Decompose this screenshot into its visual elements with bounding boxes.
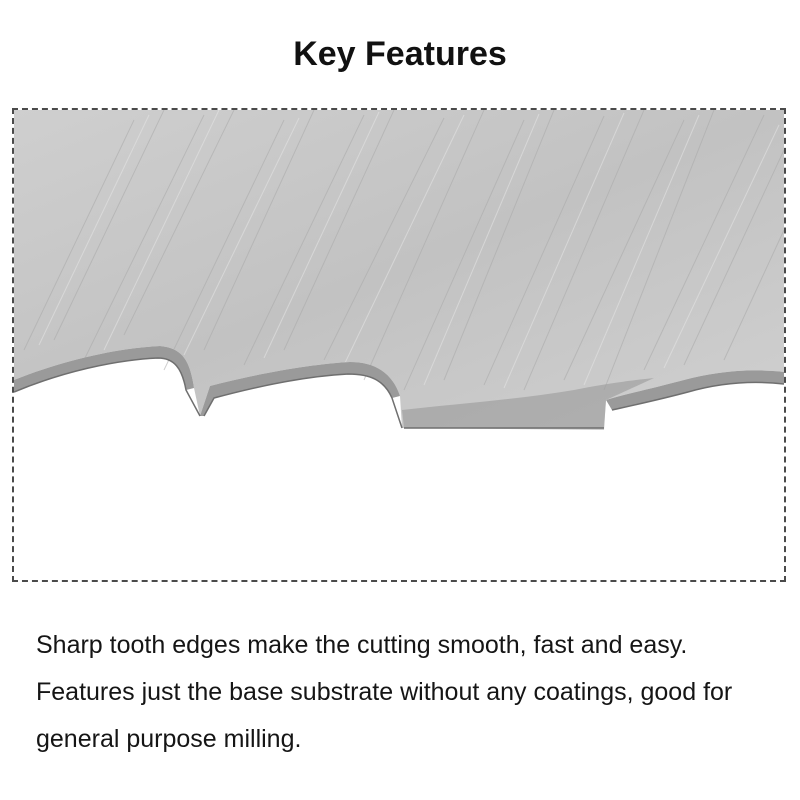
feature-line-2: Features just the base substrate without any coatings, good for general purpose milling.	[36, 678, 733, 753]
feature-line-1: Sharp tooth edges make the cutting smooth, fast and easy.	[36, 631, 688, 659]
blade-body	[14, 110, 784, 430]
product-photo-frame	[12, 108, 786, 582]
page-title: Key Features	[293, 35, 507, 73]
saw-blade-image	[14, 110, 784, 580]
feature-description	[36, 622, 776, 763]
